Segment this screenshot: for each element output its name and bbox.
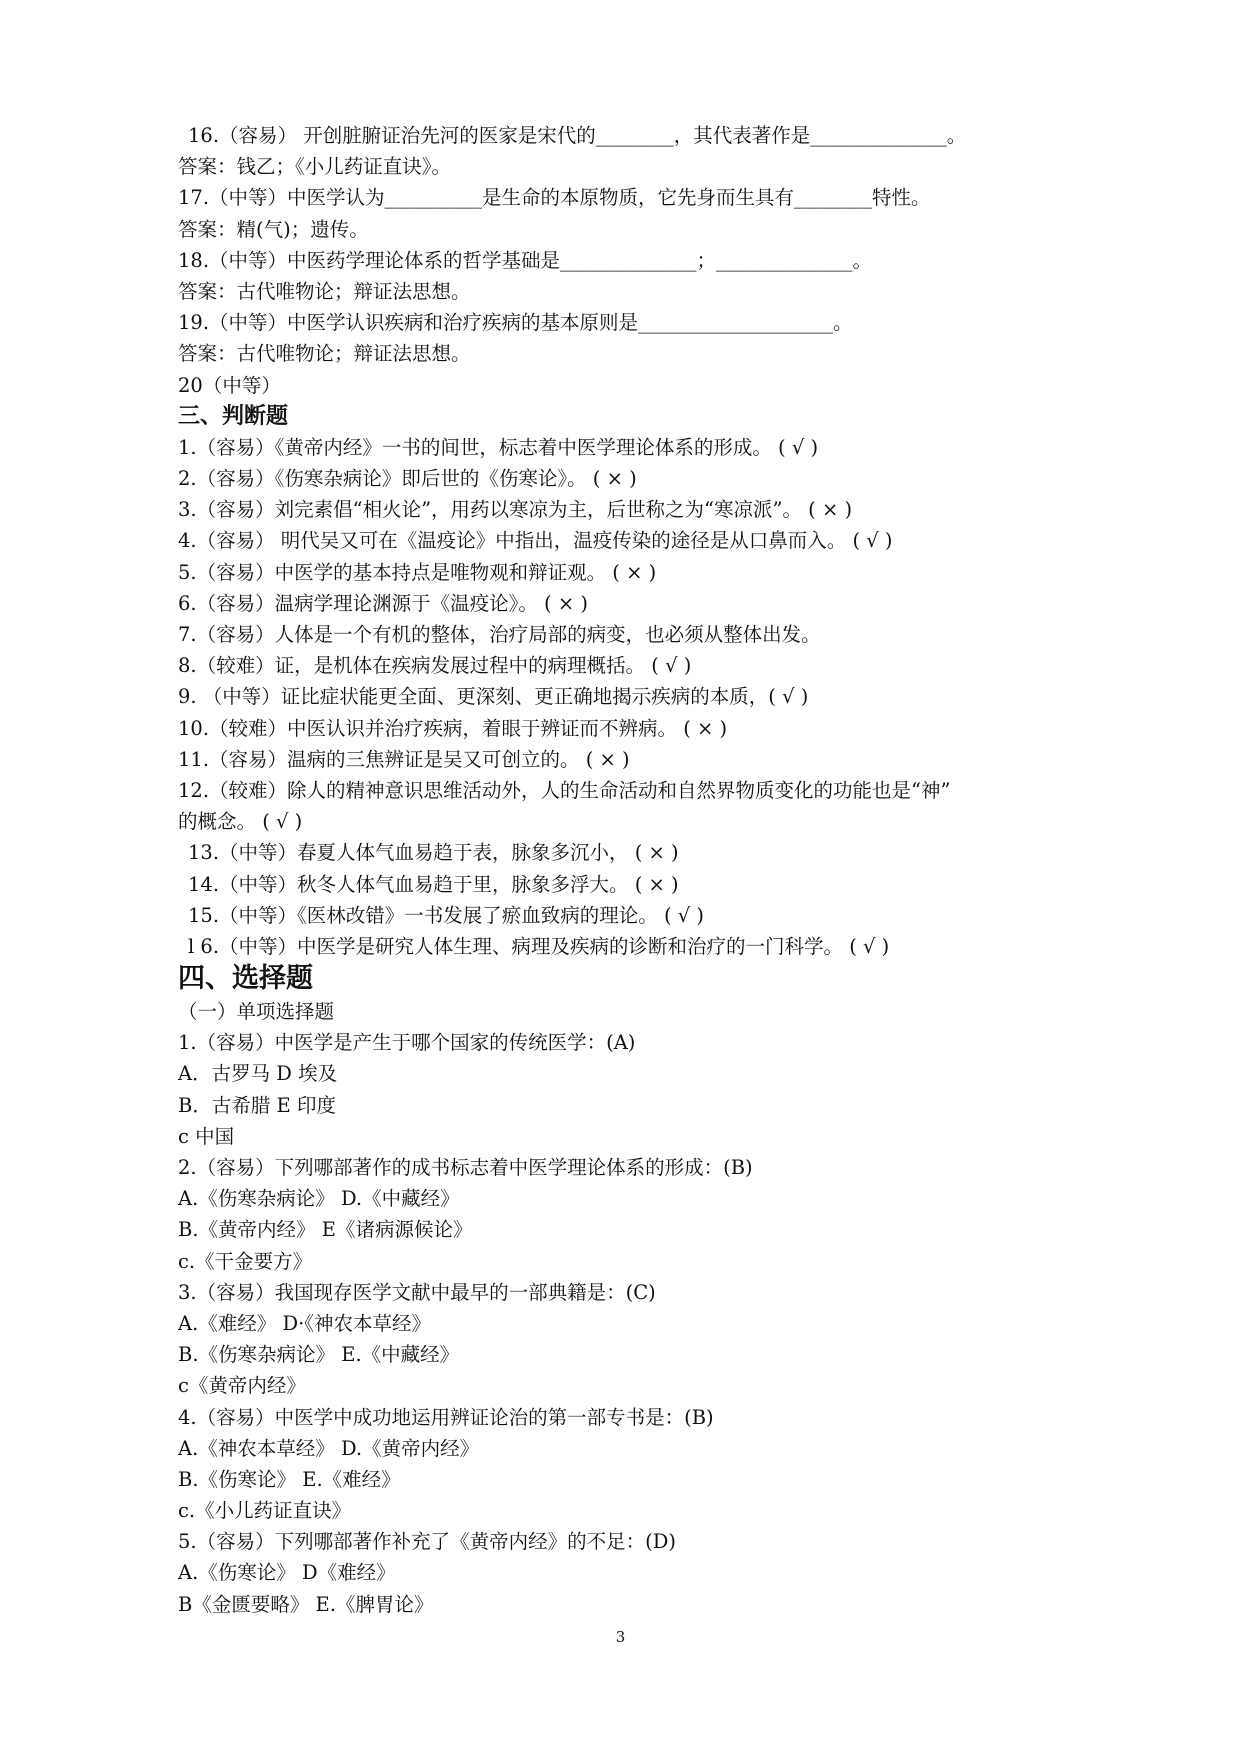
text-line: 9. （中等）证比症状能更全面、更深刻、更正确地揭示疾病的本质，( √ ) — [178, 685, 809, 709]
text-line: B.《黄帝内经》 E《诸病源候论》 — [178, 1218, 473, 1242]
text-line: A.《伤寒杂病论》 D.《中藏经》 — [178, 1187, 460, 1211]
text-line: 答案：古代唯物论；辩证法思想。 — [178, 342, 471, 366]
text-line: 7.（容易）人体是一个有机的整体，治疗局部的病变，也必须从整体出发。 — [178, 623, 821, 646]
text-line: 17.（中等）中医学认为__________是生命的本原物质，它先身而生具有________特性。 — [178, 186, 931, 210]
text-line: 答案：精(气)；遗传。 — [178, 217, 369, 241]
text-line: 2.（容易）下列哪部著作的成书标志着中医学理论体系的形成：(B) — [178, 1156, 753, 1179]
text-line: 16.（容易） 开创脏腑证治先河的医家是宋代的________，其代表著作是______________。 — [188, 124, 967, 147]
text-line: 15.（中等）《医林改错》一书发展了瘀血致病的理论。 ( √ ) — [188, 903, 704, 927]
text-line: 12.（较难）除人的精神意识思维活动外，人的生命活动和自然界物质变化的功能也是“神” — [178, 778, 951, 802]
text-line: A.《难经》 D·《神农本草经》 — [178, 1311, 432, 1335]
text-line: B．古希腊 E 印度 — [178, 1093, 336, 1117]
text-line: 1.（容易）中医学是产生于哪个国家的传统医学：(A) — [178, 1031, 636, 1055]
text-line: 13.（中等）春夏人体气血易趋于表，脉象多沉小， ( × ) — [188, 841, 679, 865]
text-line: B.《伤寒杂病论》 E.《中藏经》 — [178, 1343, 460, 1367]
text-line: 4.（容易） 明代吴又可在《温疫论》中指出，温疫传染的途径是从口鼻而入。 ( √ ) — [178, 529, 893, 553]
text-line: B《金匮要略》 E.《脾胃论》 — [178, 1592, 434, 1616]
text-line: 答案：钱乙；《小儿药证直诀》。 — [178, 155, 452, 179]
text-line: c 中国 — [178, 1124, 235, 1148]
text-line: 8.（较难）证，是机体在疾病发展过程中的病理概括。 ( √ ) — [178, 654, 692, 678]
text-line: 答案：古代唯物论；辩证法思想。 — [178, 279, 471, 303]
text-line: 10.（较难）中医认识并治疗疾病，着眼于辨证而不辨病。 ( × ) — [178, 716, 728, 740]
text-line: 5.（容易）下列哪部著作补充了《黄帝内经》的不足：(D) — [178, 1530, 676, 1554]
text-line: A.《神农本草经》 D.《黄帝内经》 — [178, 1436, 480, 1460]
text-line: 20（中等） — [178, 373, 281, 397]
text-line: 5.（容易）中医学的基本持点是唯物观和辩证观。 ( × ) — [178, 560, 657, 584]
section-heading: 三、判断题 — [178, 403, 289, 429]
text-line: 的概念。 ( √ ) — [178, 810, 303, 834]
text-line: c.《干金要方》 — [178, 1249, 313, 1273]
text-line: A.《伤寒论》 D《难经》 — [178, 1561, 396, 1585]
text-line: 3.（容易）我国现存医学文献中最早的一部典籍是：(C) — [178, 1280, 656, 1304]
text-line: B.《伤寒论》 E.《难经》 — [178, 1467, 401, 1491]
text-line: 14.（中等）秋冬人体气血易趋于里，脉象多浮大。 ( × ) — [188, 872, 679, 896]
text-line: l 6.（中等）中医学是研究人体生理、病理及疾病的诊断和治疗的一门科学。 ( √ ) — [188, 934, 890, 958]
text-line: 4.（容易）中医学中成功地运用辨证论治的第一部专书是：(B) — [178, 1405, 714, 1429]
page-number: 3 — [615, 1628, 626, 1646]
text-line: 3.（容易）刘完素倡“相火论”，用药以寒凉为主，后世称之为“寒凉派”。 ( × ) — [178, 498, 853, 522]
text-line: 19.（中等）中医学认识疾病和治疗疾病的基本原则是____________________。 — [178, 311, 853, 335]
text-line: 11.（容易）温病的三焦辨证是吴又可创立的。 ( × ) — [178, 747, 630, 771]
section-heading: 四、选择题 — [178, 963, 313, 995]
text-line: 2.（容易）《伤寒杂病论》即后世的《伤寒论》。 ( × ) — [178, 467, 637, 491]
text-line: c《黄帝内经》 — [178, 1374, 306, 1398]
text-line: 6.（容易）温病学理论渊源于《温疫论》。 ( × ) — [178, 591, 589, 615]
text-line: c.《小儿药证直诀》 — [178, 1499, 352, 1523]
text-line: 18.（中等）中医药学理论体系的哲学基础是______________；______________。 — [178, 248, 873, 272]
text-line: （一）单项选择题 — [178, 1000, 335, 1024]
text-line: A．古罗马 D 埃及 — [178, 1062, 338, 1086]
document-body — [178, 120, 1078, 1620]
text-line: 1.（容易）《黄帝内经》一书的间世，标志着中医学理论体系的形成。 ( √ ) — [178, 435, 819, 459]
